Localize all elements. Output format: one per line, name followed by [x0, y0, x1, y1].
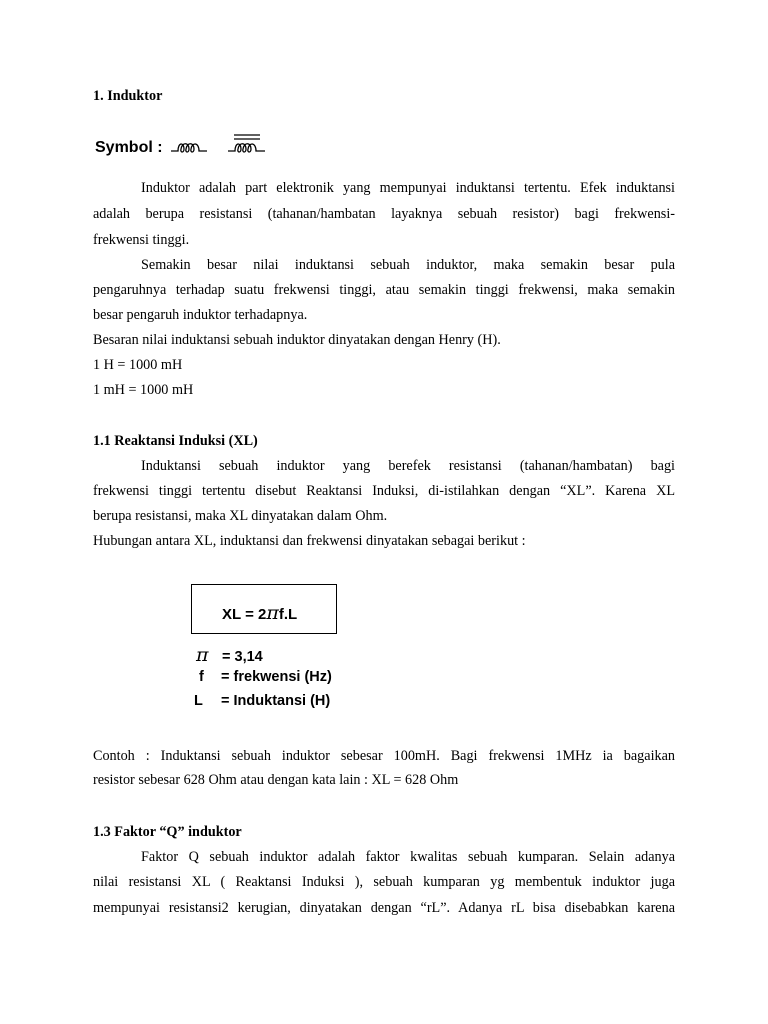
paragraph-line: besar pengaruh induktor terhadapnya.: [93, 307, 308, 323]
example-line: Contoh : Induktansi sebuah induktor sebesar 100mH. Bagi frekwensi 1MHz ia bagaikan: [93, 748, 675, 764]
definition-l: [194, 693, 330, 709]
pi-symbol: π: [266, 602, 279, 624]
iron-core-inductor-symbol-icon: [227, 132, 269, 158]
definition-symbol: L: [194, 693, 203, 709]
unit-line: 1 H = 1000 mH: [93, 357, 183, 373]
section-heading-faktor-q: 1.3 Faktor “Q” induktor: [93, 824, 242, 840]
paragraph-line: pengaruhnya terhadap suatu frekwensi tinggi, atau semakin tinggi frekwensi, maka semakin: [93, 282, 675, 298]
definition-text: = 3,14: [222, 649, 263, 665]
paragraph-line: frekwensi tinggi.: [93, 232, 190, 248]
paragraph-line: nilai resistansi XL ( Reaktansi Induksi ), sebuah kumparan yg membentuk induktor juga: [93, 874, 675, 890]
definition-symbol: π: [196, 644, 209, 666]
inductor-symbol-icon: [170, 138, 210, 158]
definition-pi: [196, 644, 263, 666]
paragraph-line: adalah berupa resistansi (tahanan/hambatan layaknya sebuah resistor) bagi frekwensi-: [93, 206, 675, 222]
formula-xl: XL = 2πf.L: [222, 602, 298, 624]
paragraph-line: Semakin besar nilai induktansi sebuah induktor, maka semakin besar pula: [141, 257, 675, 273]
unit-line: 1 mH = 1000 mH: [93, 382, 194, 398]
definition-symbol: f: [199, 669, 204, 685]
paragraph-line: Induktansi sebuah induktor yang berefek resistansi (tahanan/hambatan) bagi: [141, 458, 675, 474]
section-heading-reaktansi: 1.1 Reaktansi Induksi (XL): [93, 433, 258, 449]
symbol-label: Symbol :: [95, 139, 163, 156]
section-heading-induktor: 1. Induktor: [93, 88, 163, 104]
definition-text: = frekwensi (Hz): [221, 669, 332, 685]
paragraph-line: Induktor adalah part elektronik yang mempunyai induktansi tertentu. Efek induktansi: [141, 180, 675, 196]
paragraph-line: frekwensi tinggi tertentu disebut Reaktansi Induksi, di-istilahkan dengan “XL”. Karena XL: [93, 483, 675, 499]
text-line-hubungan: Hubungan antara XL, induktansi dan frekwensi dinyatakan sebagai berikut :: [93, 533, 526, 549]
paragraph-line: mempunyai resistansi2 kerugian, dinyatakan dengan “rL”. Adanya rL bisa disebabkan karena: [93, 900, 675, 916]
example-line: resistor sebesar 628 Ohm atau dengan kata lain : XL = 628 Ohm: [93, 772, 459, 788]
definition-f: [199, 669, 332, 685]
formula-box: [191, 584, 337, 634]
paragraph-line: berupa resistansi, maka XL dinyatakan dalam Ohm.: [93, 508, 388, 524]
definition-text: = Induktansi (H): [221, 693, 331, 709]
text-line-besaran: Besaran nilai induktansi sebuah induktor dinyatakan dengan Henry (H).: [93, 332, 501, 348]
paragraph-line: Faktor Q sebuah induktor adalah faktor kwalitas sebuah kumparan. Selain adanya: [141, 849, 675, 865]
